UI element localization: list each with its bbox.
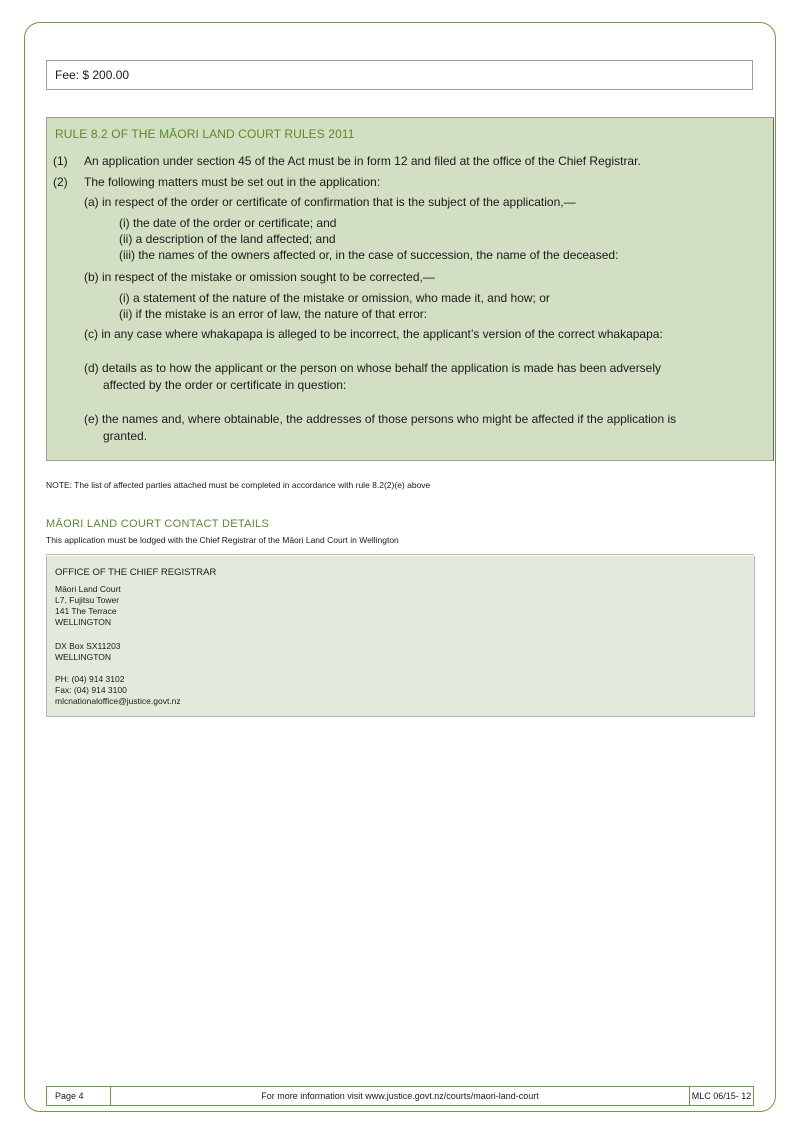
divider xyxy=(46,554,754,555)
rule-line-a: (a) in respect of the order or certificate of confirmation that is the subject of the application,— xyxy=(84,195,576,209)
email-line: mlcnationaloffice@justice.govt.nz xyxy=(55,696,181,706)
form-code: MLC 06/15- 12 xyxy=(691,1091,752,1101)
item-text: The following matters must be set out in the application: xyxy=(84,175,381,189)
rule-line-b-ii: (ii) if the mistake is an error of law, the nature of that error: xyxy=(119,307,428,321)
rule-line-d: (d) details as to how the applicant or the person on whose behalf the application is made has been adversely xyxy=(84,361,662,375)
note: NOTE: The list of affected parties attached must be completed in accordance with rule 8.2(2)(e) above xyxy=(46,480,431,490)
rule-line-e-cont: granted. xyxy=(103,429,148,443)
page-number: Page 4 xyxy=(47,1087,111,1105)
rule-line-c: (c) in any case where whakapapa is alleged to be incorrect, the applicant’s version of the correct whakapapa: xyxy=(84,327,663,341)
fax-line: Fax: (04) 914 3100 xyxy=(55,685,127,695)
rule-line-b-i: (i) a statement of the nature of the mistake or omission, who made it, and how; or xyxy=(119,291,550,305)
contact-title: MĀORI LAND COURT CONTACT DETAILS xyxy=(46,518,270,530)
rule-line-b: (b) in respect of the mistake or omission sought to be corrected,— xyxy=(84,270,435,284)
footer-info: For more information visit www.justice.govt.nz/courts/maori-land-court xyxy=(111,1087,690,1105)
address-line: Māori Land Court xyxy=(55,584,121,594)
fee-box xyxy=(46,60,753,90)
dx-box-line: DX Box SX11203 xyxy=(55,641,121,651)
rule-line-a-ii: (ii) a description of the land affected; and xyxy=(119,232,336,246)
phone-line: PH: (04) 914 3102 xyxy=(55,674,125,684)
office-heading: OFFICE OF THE CHIEF REGISTRAR xyxy=(55,567,217,578)
rule-title: RULE 8.2 OF THE MĀORI LAND COURT RULES 2011 xyxy=(55,127,355,141)
rule-box xyxy=(46,117,774,461)
fee-text: Fee: $ 200.00 xyxy=(55,68,130,82)
rule-line-e: (e) the names and, where obtainable, the addresses of those persons who might be affected if the application is xyxy=(84,412,677,426)
rule-line-a-i: (i) the date of the order or certificate; and xyxy=(119,216,337,230)
dx-city-line: WELLINGTON xyxy=(55,652,112,662)
address-line: WELLINGTON xyxy=(55,617,112,627)
item-text: An application under section 45 of the Act must be in form 12 and filed at the office of the Chief Registrar. xyxy=(84,154,641,168)
address-line: L7, Fujitsu Tower xyxy=(55,595,120,605)
contact-box xyxy=(46,556,755,717)
contact-subtitle: This application must be lodged with the Chief Registrar of the Māori Land Court in Wellington xyxy=(46,535,399,545)
rule-line-d-cont: affected by the order or certificate in question: xyxy=(103,378,347,392)
item-number: (1) xyxy=(53,154,68,168)
item-number: (2) xyxy=(53,175,68,189)
footer xyxy=(46,1086,754,1106)
rule-line-a-iii: (iii) the names of the owners affected or, in the case of succession, the name of the deceased: xyxy=(119,248,619,262)
address-line: 141 The Terrace xyxy=(55,606,117,616)
